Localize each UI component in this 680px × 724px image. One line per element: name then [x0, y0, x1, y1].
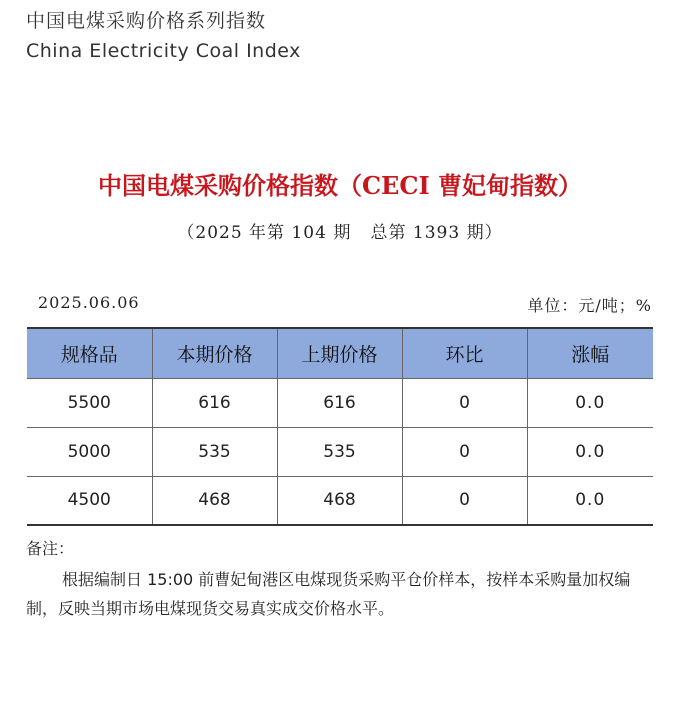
table-row [27, 427, 653, 476]
price-table [27, 327, 653, 526]
cell-current-price: 468 [152, 476, 277, 525]
unit-label: 单位：元/吨；% [527, 296, 652, 315]
table-header-row [27, 328, 653, 378]
column-header-change-rate: 涨幅 [527, 328, 653, 378]
column-header-change: 环比 [402, 328, 527, 378]
cell-change-rate: 0.0 [527, 427, 653, 476]
report-title: 中国电煤采购价格指数（CECI 曹妃甸指数） [97, 171, 583, 200]
header-title-en: China Electricity Coal Index [26, 40, 301, 62]
cell-spec: 4500 [27, 476, 152, 525]
header-title-cn: 中国电煤采购价格系列指数 [26, 10, 267, 32]
cell-spec: 5000 [27, 427, 152, 476]
notes-label: 备注： [26, 539, 75, 558]
report-date: 2025.06.06 [38, 293, 140, 312]
notes-text: 根据编制日 15:00 前曹妃甸港区电煤现货采购平仓价样本，按样本采购量加权编制，反映当期市场电煤现货交易真实成交价格水平。 [26, 570, 631, 618]
column-header-previous-price: 上期价格 [277, 328, 402, 378]
cell-previous-price: 616 [277, 378, 402, 427]
column-header-current-price: 本期价格 [152, 328, 277, 378]
report-subtitle: （2025 年第 104 期 总第 1393 期） [177, 223, 503, 243]
column-header-spec: 规格品 [27, 328, 152, 378]
table-row [27, 476, 653, 525]
cell-change: 0 [402, 378, 527, 427]
cell-current-price: 616 [152, 378, 277, 427]
cell-spec: 5500 [27, 378, 152, 427]
cell-current-price: 535 [152, 427, 277, 476]
cell-change: 0 [402, 427, 527, 476]
table-row [27, 378, 653, 427]
cell-previous-price: 535 [277, 427, 402, 476]
cell-change-rate: 0.0 [527, 378, 653, 427]
cell-change-rate: 0.0 [527, 476, 653, 525]
cell-change: 0 [402, 476, 527, 525]
cell-previous-price: 468 [277, 476, 402, 525]
